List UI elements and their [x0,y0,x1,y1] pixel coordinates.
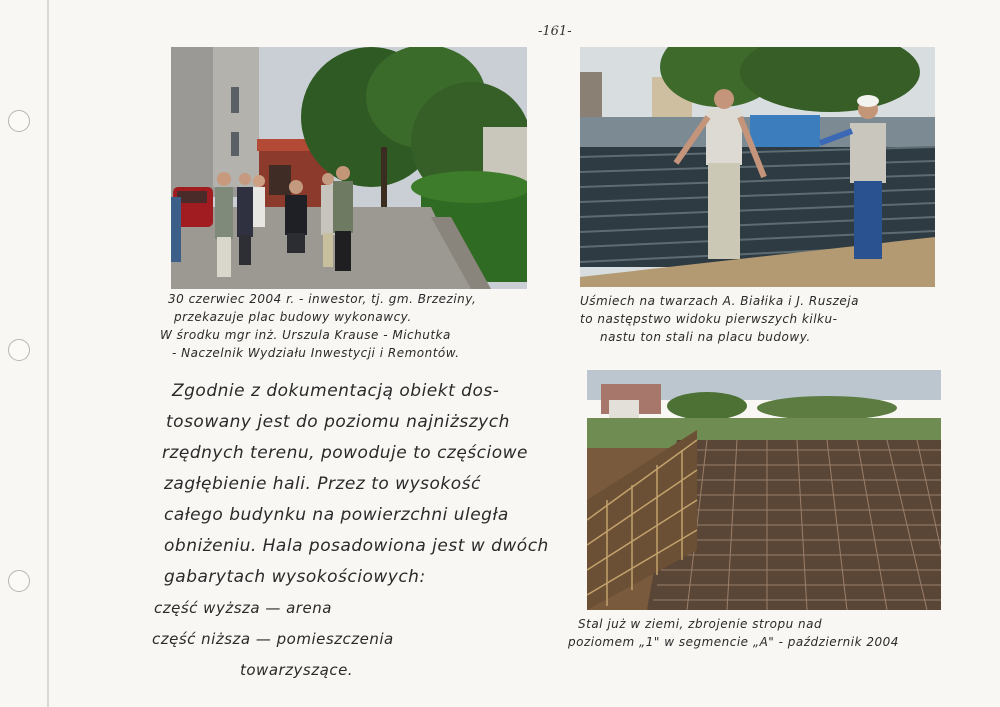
text-line: towarzyszące. [240,661,354,679]
caption-line: to następstwo widoku pierwszych kilku- [580,312,838,326]
photo-handover-site [171,47,527,289]
caption-line: - Naczelnik Wydziału Inwestycji i Remontów. [172,346,460,360]
text-line: obniżeniu. Hala posadowiona jest w dwóch [164,536,549,556]
photo-steel-delivery [580,47,935,287]
text-line: część wyższa — arena [154,599,332,617]
caption-line: Uśmiech na twarzach A. Białika i J. Ruszeja [580,294,859,308]
caption-photo-3 [568,615,968,651]
margin-line [47,0,49,707]
caption-line: przekazuje plac budowy wykonawcy. [174,310,412,324]
text-line: tosowany jest do poziomu najniższych [166,412,510,432]
page-number: -161- [538,24,572,39]
text-line: rzędnych terenu, powoduje to częściowe [162,443,528,463]
photo-rebar-grid [587,370,941,610]
text-line: część niższa — pomieszczenia [152,630,394,648]
text-line: gabarytach wysokościowych: [164,567,426,587]
caption-line: Stal już w ziemi, zbrojenie stropu nad [578,617,823,631]
caption-line: nastu ton stali na placu budowy. [600,330,811,344]
text-line: Zgodnie z dokumentacją obiekt dos- [172,381,500,401]
text-line: zagłębienie hali. Przez to wysokość [164,474,481,494]
main-text [152,376,568,686]
binder-hole-middle [8,339,30,361]
binder-hole-bottom [8,570,30,592]
caption-line: poziomem „1" w segmencie „A" - październik 2004 [568,635,899,649]
binder-hole-top [8,110,30,132]
caption-line: 30 czerwiec 2004 r. - inwestor, tj. gm. Brzeziny, [168,292,477,306]
caption-photo-2 [580,292,960,346]
text-line: całego budynku na powierzchni uległa [164,505,509,525]
caption-line: W środku mgr inż. Urszula Krause - Michutka [160,328,451,342]
caption-photo-1 [160,290,548,362]
